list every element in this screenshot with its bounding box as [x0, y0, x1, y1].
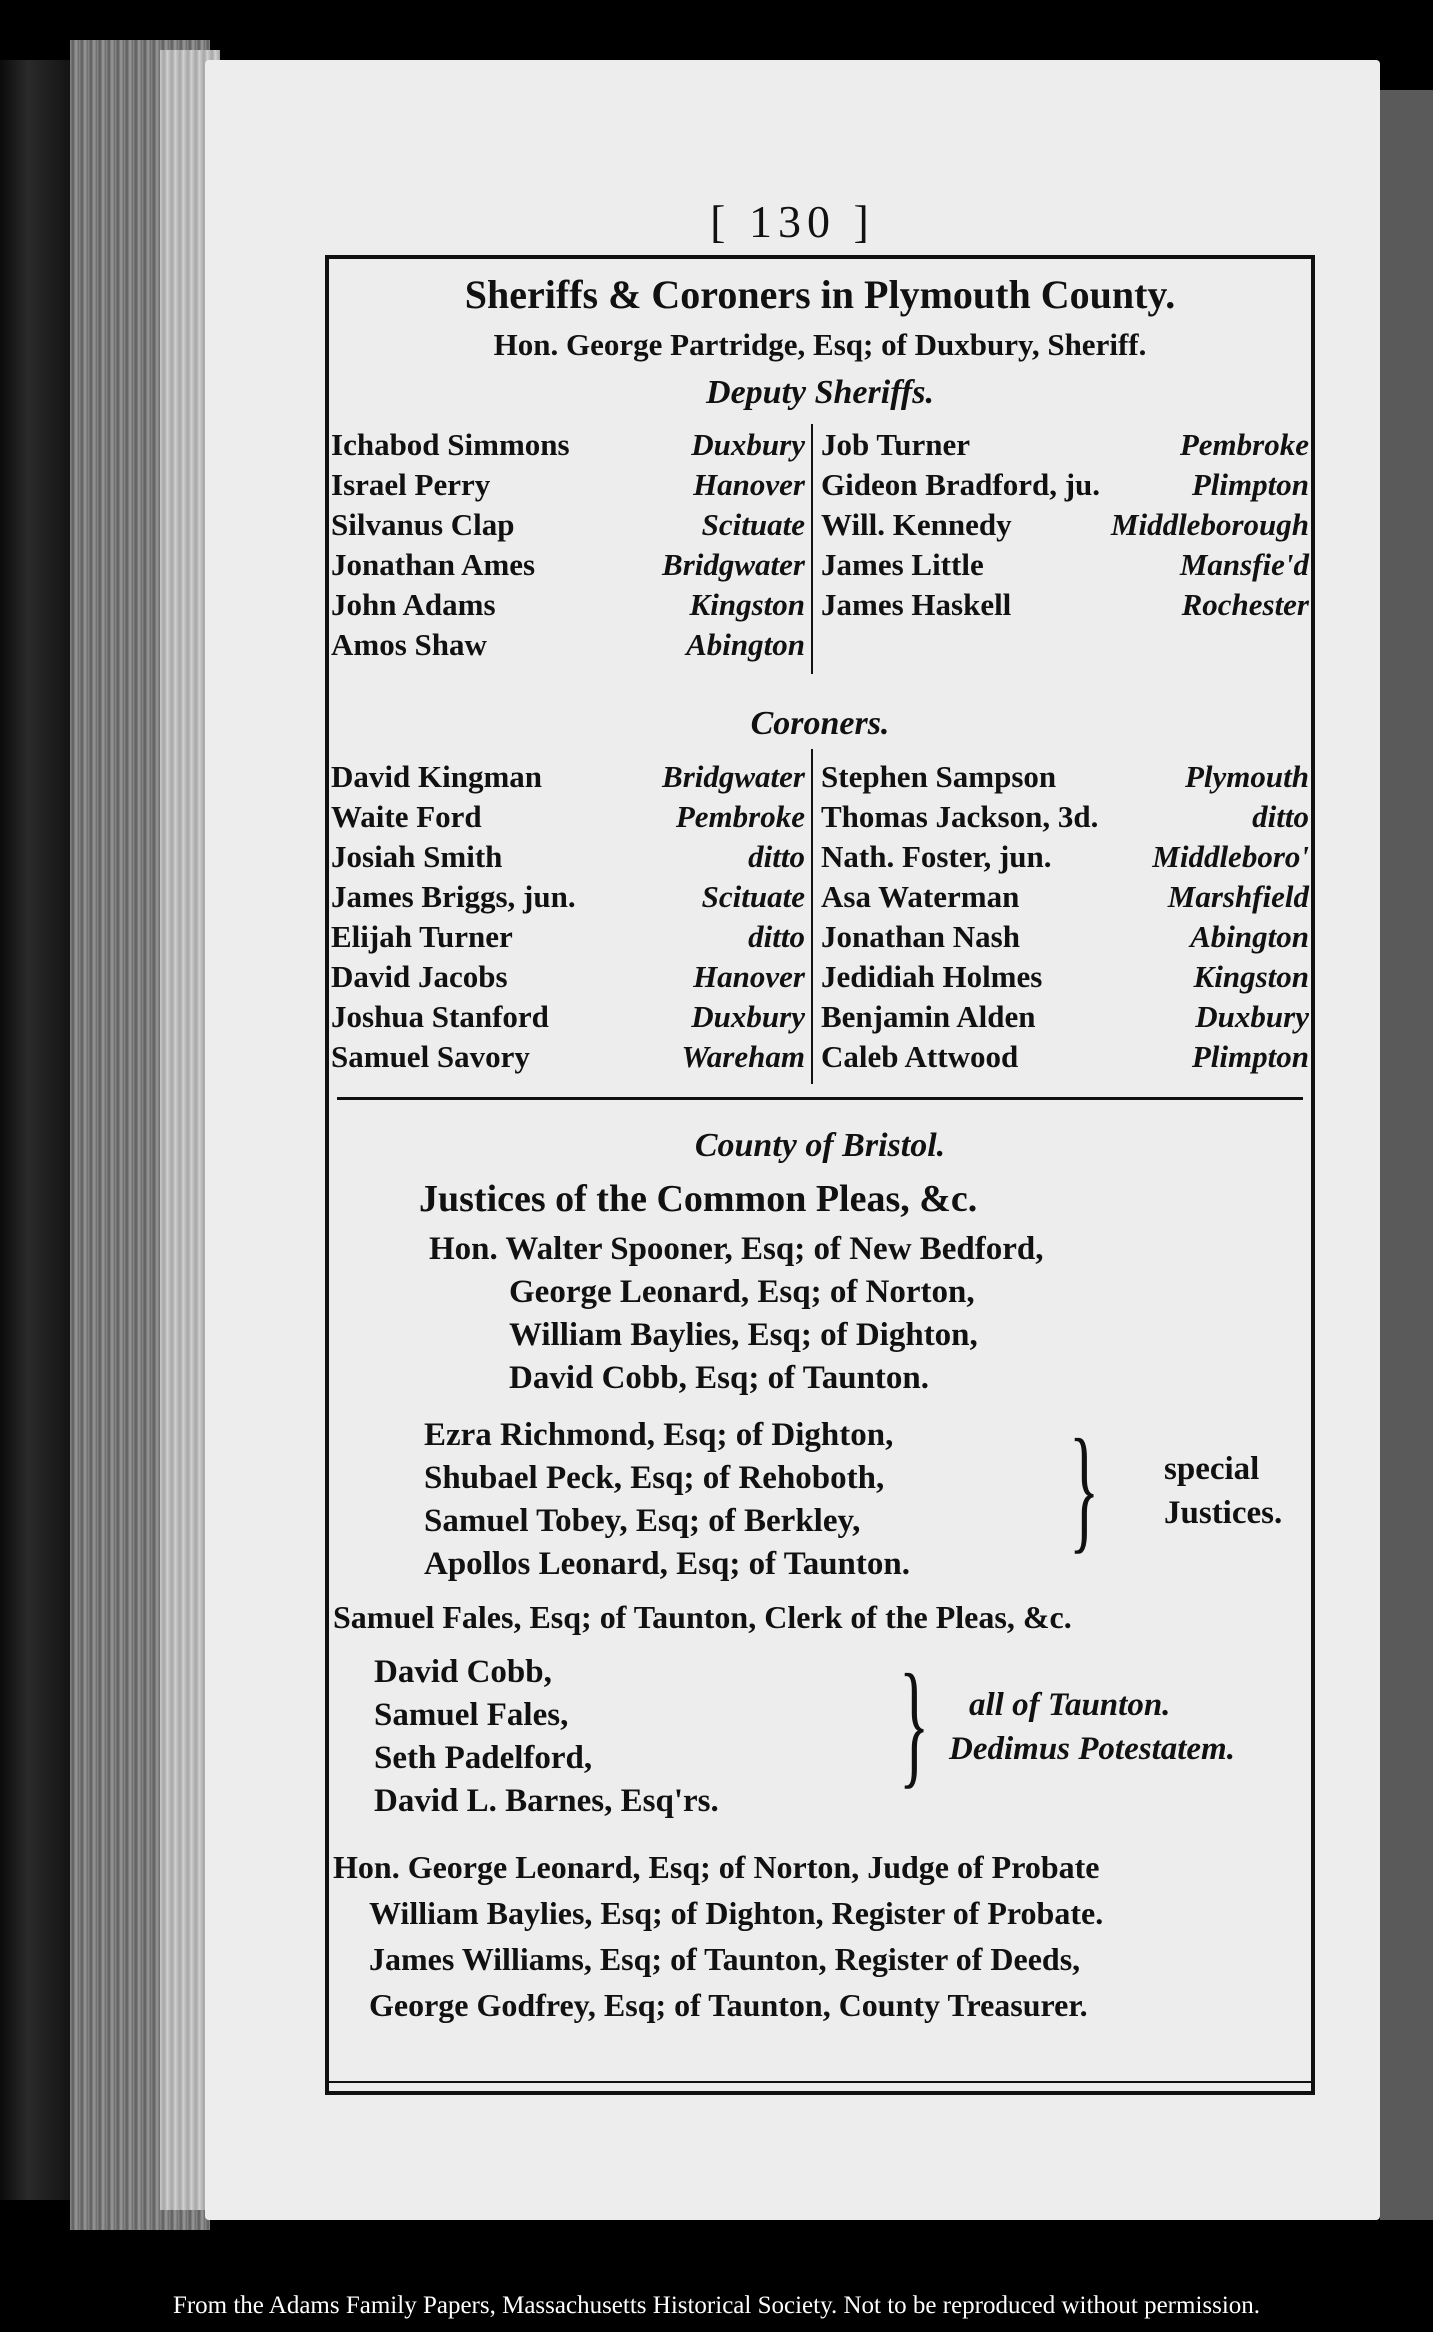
name-place-row — [331, 507, 807, 547]
frame-bottom-rule — [329, 2081, 1311, 2083]
treasurer-line: George Godfrey, Esq; of Taunton, County Treasurer. — [369, 1987, 1088, 2023]
special-justice-line: Shubael Peck, Esq; of Rehoboth, — [424, 1460, 885, 1496]
special-justices-label: special — [1164, 1451, 1260, 1487]
name-place-row — [331, 919, 807, 959]
person-name: Caleb Attwood — [821, 1039, 1019, 1074]
page-number: [ 130 ] — [710, 196, 875, 247]
town-name: ditto — [748, 919, 805, 954]
town-name: Mansfie'd — [1179, 547, 1309, 582]
town-name: Pembroke — [675, 799, 805, 834]
probate-register-line: William Baylies, Esq; of Dighton, Register of Probate. — [369, 1895, 1104, 1931]
person-name: David Jacobs — [331, 959, 508, 994]
dedimus-label: Dedimus Potestatem. — [949, 1731, 1235, 1767]
deputies-column-divider — [811, 424, 813, 674]
town-name: Abington — [686, 627, 805, 662]
person-name: Joshua Stanford — [331, 999, 549, 1034]
name-place-row — [821, 587, 1311, 627]
person-name: Benjamin Alden — [821, 999, 1036, 1034]
special-justices-label: Justices. — [1164, 1495, 1283, 1531]
person-name: Amos Shaw — [331, 627, 487, 662]
town-name: Duxbury — [691, 427, 805, 462]
special-justice-line: Samuel Tobey, Esq; of Berkley, — [424, 1503, 861, 1539]
facing-page-edge — [1380, 90, 1433, 2220]
town-name: Wareham — [681, 1039, 805, 1074]
name-place-row — [821, 839, 1311, 879]
person-name: Samuel Savory — [331, 1039, 530, 1074]
person-name: Israel Perry — [331, 467, 491, 502]
town-name: Duxbury — [1195, 999, 1309, 1034]
justice-line: William Baylies, Esq; of Dighton, — [509, 1317, 978, 1353]
justices-heading: Justices of the Common Pleas, &c. — [419, 1178, 978, 1220]
name-place-row — [821, 799, 1311, 839]
name-place-row — [331, 959, 807, 999]
person-name: Asa Waterman — [821, 879, 1020, 914]
name-place-row — [821, 999, 1311, 1039]
town-name: Middleborough — [1110, 507, 1309, 542]
person-name: Elijah Turner — [331, 919, 513, 954]
name-place-row — [331, 799, 807, 839]
person-name: David Kingman — [331, 759, 543, 794]
person-name: Nath. Foster, jun. — [821, 839, 1052, 874]
person-name: Will. Kennedy — [821, 507, 1012, 542]
person-name: John Adams — [331, 587, 496, 622]
name-place-row — [331, 427, 807, 467]
plymouth-sheriff: Hon. George Partridge, Esq; of Duxbury, Sheriff. — [493, 327, 1147, 362]
name-place-row — [821, 759, 1311, 799]
name-place-row — [331, 547, 807, 587]
dedimus-label: all of Taunton. — [969, 1687, 1171, 1723]
dedimus-name: David L. Barnes, Esq'rs. — [374, 1783, 719, 1819]
town-name: Plimpton — [1191, 467, 1309, 502]
name-place-row — [821, 879, 1311, 919]
person-name: Gideon Bradford, ju. — [821, 467, 1101, 502]
justice-line: George Leonard, Esq; of Norton, — [509, 1274, 975, 1310]
town-name: Scituate — [701, 507, 805, 542]
brace-glyph: } — [899, 1646, 930, 1801]
brace-glyph: } — [1069, 1411, 1100, 1566]
bristol-heading-text: County of Bristol. — [694, 1127, 946, 1164]
person-name: James Little — [821, 547, 984, 582]
person-name: Silvanus Clap — [331, 507, 515, 542]
name-place-row — [331, 587, 807, 627]
name-place-row — [331, 627, 807, 667]
town-name: Scituate — [701, 879, 805, 914]
town-name: ditto — [1252, 799, 1309, 834]
name-place-row — [821, 427, 1311, 467]
person-name: James Haskell — [821, 587, 1012, 622]
plymouth-title: Sheriffs & Coroners in Plymouth County. — [464, 272, 1176, 317]
coroners-column-divider — [811, 749, 813, 1084]
person-name: Job Turner — [821, 427, 971, 462]
deputy-sheriffs-heading: Deputy Sheriffs. — [706, 374, 934, 411]
name-place-row — [821, 507, 1311, 547]
coroners-heading: Coroners. — [750, 705, 890, 742]
name-place-row — [331, 467, 807, 507]
name-place-row — [331, 879, 807, 919]
name-place-row — [331, 759, 807, 799]
town-name: Plymouth — [1184, 759, 1309, 794]
dedimus-name: Seth Padelford, — [374, 1740, 593, 1776]
person-name: Ichabod Simmons — [331, 427, 570, 462]
archive-caption: From the Adams Family Papers, Massachusetts Historical Society. Not to be reproduced without permission. — [172, 2292, 1261, 2319]
town-name: Middleboro' — [1152, 839, 1309, 874]
town-name: Bridgwater — [662, 759, 805, 794]
dedimus-name: David Cobb, — [374, 1654, 552, 1690]
justice-line: Hon. Walter Spooner, Esq; of New Bedford, — [429, 1231, 1044, 1267]
person-name: Thomas Jackson, 3d. — [821, 799, 1099, 834]
town-name: Hanover — [693, 959, 805, 994]
town-name: Marshfield — [1167, 879, 1309, 914]
page-frame — [325, 255, 1315, 2095]
town-name: Plimpton — [1191, 1039, 1309, 1074]
bristol-heading — [329, 1127, 1311, 1165]
name-place-row — [331, 999, 807, 1039]
town-name: Bridgwater — [662, 547, 805, 582]
name-place-row — [821, 919, 1311, 959]
name-place-row — [821, 547, 1311, 587]
person-name: Jonathan Nash — [821, 919, 1020, 954]
town-name: Rochester — [1181, 587, 1309, 622]
person-name: Josiah Smith — [331, 839, 503, 874]
deeds-register-line: James Williams, Esq; of Taunton, Register of Deeds, — [369, 1941, 1081, 1977]
town-name: Pembroke — [1179, 427, 1309, 462]
name-place-row — [331, 839, 807, 879]
name-place-row — [821, 1039, 1311, 1079]
person-name: Stephen Sampson — [821, 759, 1057, 794]
book-spine — [0, 60, 70, 2200]
probate-judge-line: Hon. George Leonard, Esq; of Norton, Judge of Probate — [333, 1849, 1100, 1885]
person-name: Waite Ford — [331, 799, 482, 834]
name-place-row — [821, 959, 1311, 999]
town-name: ditto — [748, 839, 805, 874]
clerk-line: Samuel Fales, Esq; of Taunton, Clerk of the Pleas, &c. — [333, 1599, 1072, 1635]
town-name: Hanover — [693, 467, 805, 502]
special-justice-line: Ezra Richmond, Esq; of Dighton, — [424, 1417, 894, 1453]
town-name: Abington — [1190, 919, 1309, 954]
dedimus-name: Samuel Fales, — [374, 1697, 569, 1733]
special-justice-line: Apollos Leonard, Esq; of Taunton. — [424, 1546, 910, 1582]
name-place-row — [331, 1039, 807, 1079]
person-name: Jedidiah Holmes — [821, 959, 1043, 994]
town-name: Duxbury — [691, 999, 805, 1034]
name-place-row — [821, 467, 1311, 507]
book-page — [205, 60, 1380, 2220]
person-name: James Briggs, jun. — [331, 879, 576, 914]
justice-line: David Cobb, Esq; of Taunton. — [509, 1360, 930, 1396]
town-name: Kingston — [1193, 959, 1309, 994]
town-name: Kingston — [689, 587, 805, 622]
person-name: Jonathan Ames — [331, 547, 536, 582]
section-rule — [337, 1097, 1303, 1100]
